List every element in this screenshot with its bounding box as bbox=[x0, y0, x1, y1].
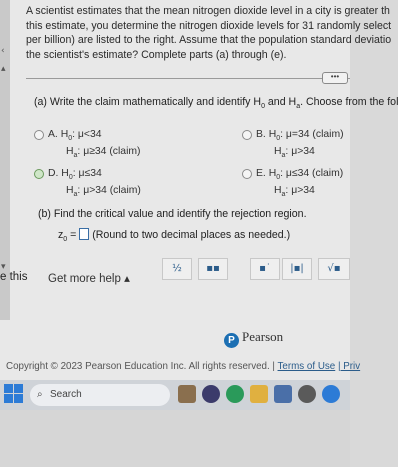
fraction-tool-button[interactable]: ½ bbox=[162, 258, 192, 280]
privacy-link[interactable]: | Priv bbox=[337, 361, 361, 372]
left-cutoff-text[interactable]: e this bbox=[0, 271, 28, 283]
get-more-help-link[interactable]: Get more help ▴ bbox=[48, 273, 130, 285]
taskbar-search-label: Search bbox=[50, 389, 82, 400]
rounding-hint: (Round to two decimal places as needed.) bbox=[92, 229, 291, 241]
option-d[interactable]: D. $H_0$: μ≤34 $H_a$: μ>34 (claim) bbox=[48, 168, 141, 199]
pearson-brand bbox=[224, 329, 283, 348]
option-letter: E. bbox=[256, 168, 266, 179]
chevron-left-icon[interactable]: ‹ bbox=[1, 46, 5, 56]
z-subscript: 0 bbox=[63, 236, 68, 244]
option-h0: μ≤34 bbox=[78, 168, 102, 179]
option-b-radio[interactable] bbox=[242, 130, 252, 140]
taskbar-search-box[interactable] bbox=[30, 384, 170, 406]
pearson-text: Pearson bbox=[242, 329, 284, 344]
problem-line: this estimate, you determine the nitrogen dioxide levels for 31 randomly select bbox=[26, 19, 392, 32]
mixed-number-tool-button[interactable]: ▪▪ bbox=[198, 258, 228, 280]
option-ha: μ>34 bbox=[291, 146, 315, 158]
edge-browser-icon[interactable] bbox=[226, 385, 244, 403]
section-divider bbox=[26, 78, 350, 79]
more-options-button[interactable]: ••• bbox=[322, 72, 348, 84]
terms-of-use-link[interactable]: Terms of Use bbox=[277, 361, 336, 372]
file-explorer-icon[interactable] bbox=[250, 385, 268, 403]
critical-value-input[interactable] bbox=[79, 228, 89, 240]
option-ha: μ>34 bbox=[291, 185, 315, 197]
option-h0: μ=34 (claim) bbox=[285, 129, 344, 140]
option-letter: A. bbox=[48, 129, 58, 140]
search-icon: ⌕ bbox=[37, 389, 43, 400]
part-a-prompt: (a) Write the claim mathematically and identify $H_0$ and $H_a$. Choose from the fol bbox=[34, 96, 398, 111]
problem-line: per billion) are listed to the right. Assume that the population standard deviatio bbox=[26, 34, 392, 46]
part-a-text: (a) Write the claim mathematically and identify H bbox=[34, 96, 262, 108]
problem-statement bbox=[26, 4, 392, 62]
app-icon[interactable] bbox=[298, 385, 316, 403]
pearson-logo: P bbox=[224, 333, 239, 348]
exponent-tool-button[interactable]: ▪˙ bbox=[250, 258, 280, 280]
background-surface bbox=[0, 410, 350, 467]
part-a-text: . Choose from the fol bbox=[300, 96, 398, 108]
option-h0: μ<34 bbox=[77, 129, 102, 140]
app-icon[interactable] bbox=[322, 385, 340, 403]
option-h0: μ≤34 (claim) bbox=[285, 168, 344, 179]
option-ha: μ>34 (claim) bbox=[83, 185, 141, 197]
option-a[interactable]: A. $H_0$: μ<34 $H_a$: μ≥34 (claim) bbox=[48, 129, 141, 160]
copyright-footer bbox=[0, 361, 361, 379]
chevron-up-icon[interactable]: ▴ bbox=[1, 64, 6, 74]
windows-taskbar bbox=[0, 380, 350, 410]
app-icon[interactable] bbox=[274, 385, 292, 403]
option-ha: μ≥34 (claim) bbox=[83, 146, 141, 158]
option-letter: D. bbox=[48, 168, 59, 179]
option-a-radio[interactable] bbox=[34, 130, 44, 140]
part-a-text: and H bbox=[264, 96, 297, 108]
option-letter: B. bbox=[256, 129, 266, 140]
option-e-radio[interactable] bbox=[242, 169, 252, 179]
z-equals: = bbox=[67, 229, 77, 241]
sqrt-tool-button[interactable]: √▪ bbox=[318, 258, 350, 280]
z-answer-row bbox=[58, 228, 290, 243]
windows-start-icon[interactable] bbox=[4, 384, 24, 404]
chevron-down-icon[interactable]: ▾ bbox=[1, 262, 6, 272]
app-icon[interactable] bbox=[178, 385, 196, 403]
problem-line: the scientist's estimate? Complete parts (a) through (e). bbox=[26, 48, 287, 61]
part-b-prompt: (b) Find the critical value and identify the rejection region. bbox=[38, 208, 307, 220]
option-e[interactable]: E. $H_0$: μ≤34 (claim) $H_a$: μ>34 bbox=[256, 168, 344, 199]
option-b[interactable]: B. $H_0$: μ=34 (claim) $H_a$: μ>34 bbox=[256, 129, 344, 160]
problem-line: A scientist estimates that the mean nitrogen dioxide level in a city is greater th bbox=[26, 5, 390, 17]
copyright-text: Copyright © 2023 Pearson Education Inc. All rights reserved. | bbox=[6, 361, 275, 372]
app-icon[interactable] bbox=[202, 385, 220, 403]
option-d-radio[interactable] bbox=[34, 169, 44, 179]
absolute-value-tool-button[interactable]: |▪| bbox=[282, 258, 312, 280]
z-label: z bbox=[58, 229, 64, 241]
